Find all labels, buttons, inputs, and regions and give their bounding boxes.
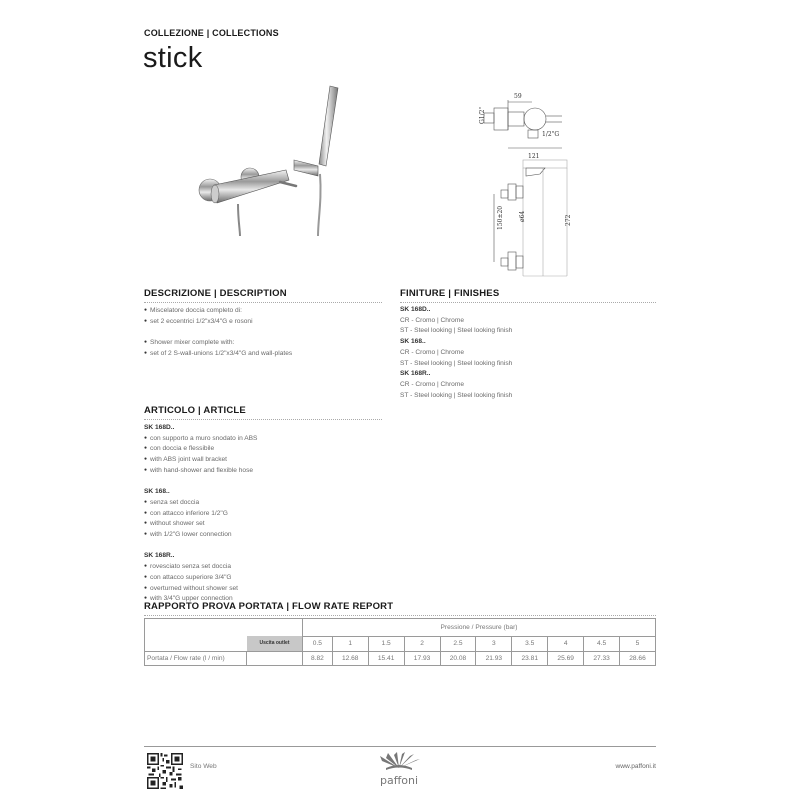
article-item: ● with ABS joint wall bracket (144, 455, 257, 466)
finish-option: CR - Cromo | Chrome (400, 348, 464, 356)
pressure-value: 4 (548, 636, 584, 651)
product-title: stick (143, 42, 203, 74)
pressure-value: 0.5 (303, 636, 333, 651)
svg-text:1/2"G: 1/2"G (542, 131, 560, 138)
pressure-header: Pressione / Pressure (bar) (303, 619, 656, 637)
flow-value: 23.81 (512, 652, 548, 666)
article-item: ● senza set doccia (144, 498, 257, 509)
article-code: SK 168.. (144, 488, 170, 496)
technical-drawing (470, 80, 600, 290)
article-heading: ARTICOLO | ARTICLE (144, 405, 382, 420)
website-label: Sito Web (190, 763, 217, 770)
article-code: SK 168D.. (144, 424, 175, 431)
description-item: ● set 2 eccentrici 1/2"x3/4"G e rosoni (144, 317, 292, 328)
article-item: ● rovesciato senza set doccia (144, 562, 257, 573)
finish-option: CR - Cromo | Chrome (400, 380, 464, 388)
svg-text:paffoni: paffoni (379, 774, 419, 787)
flow-value: 25.69 (548, 652, 584, 666)
article-item: ● with 1/2"G lower connection (144, 530, 257, 541)
svg-text:ø64: ø64 (519, 210, 526, 222)
finish-code: SK 168.. (400, 338, 426, 346)
qr-code-icon[interactable] (147, 753, 183, 789)
flow-value: 8.82 (303, 652, 333, 666)
article-item: ● without shower set (144, 519, 257, 530)
flow-value: 20.08 (440, 652, 476, 666)
article-code: SK 168R.. (144, 552, 175, 560)
article-item: ● with 3/4"G upper connection (144, 594, 257, 605)
pressure-value: 1.5 (368, 636, 404, 651)
table-corner (145, 619, 303, 652)
flow-row-label: Portata / Flow rate (l / min) (145, 652, 247, 666)
flow-outlet-cell (247, 652, 303, 666)
svg-text:272: 272 (565, 214, 572, 226)
description-item: ● Miscelatore doccia completo di: (144, 306, 292, 317)
footer-divider (144, 746, 656, 747)
pressure-value: 2 (404, 636, 440, 651)
description-list (144, 306, 292, 360)
description-heading: DESCRIZIONE | DESCRIPTION (144, 288, 382, 303)
svg-text:121: 121 (528, 153, 540, 160)
finishes-list (400, 305, 512, 401)
outlet-label: Uscita outlet (247, 636, 302, 651)
description-item: ● Shower mixer complete with: (144, 338, 292, 349)
finish-option: CR - Cromo | Chrome (400, 316, 464, 324)
pressure-value: 2.5 (440, 636, 476, 651)
paffoni-logo-icon (372, 752, 426, 788)
pressure-value: 4.5 (584, 636, 620, 651)
product-photo (190, 70, 370, 250)
flow-value: 12.68 (332, 652, 368, 666)
finish-option: ST - Steel looking | Steel looking finish (400, 391, 513, 399)
flow-value: 28.66 (620, 652, 656, 666)
flow-value: 21.93 (476, 652, 512, 666)
flow-rate-table (144, 618, 656, 666)
finish-code: SK 168D.. (400, 306, 431, 313)
flow-report-heading: RAPPORTO PROVA PORTATA | FLOW RATE REPORT (144, 601, 656, 616)
article-item: ● overturned without shower set (144, 584, 257, 595)
svg-text:150±20: 150±20 (497, 205, 504, 230)
website-link[interactable]: www.paffoni.it (615, 763, 656, 770)
article-item: ● con attacco inferiore 1/2"G (144, 509, 257, 520)
finishes-heading: FINITURE | FINISHES (400, 288, 656, 303)
flow-value: 15.41 (368, 652, 404, 666)
finish-option: ST - Steel looking | Steel looking finish (400, 359, 513, 367)
flow-value: 27.33 (584, 652, 620, 666)
description-item: ● set of 2 S-wall-unions 1/2"x3/4"G and wall-plates (144, 349, 292, 360)
pressure-value: 3 (476, 636, 512, 651)
pressure-value: 5 (620, 636, 656, 651)
finish-option: ST - Steel looking | Steel looking finish (400, 327, 513, 335)
finish-code: SK 168R.. (400, 370, 431, 378)
dim-59: 59 (514, 93, 522, 100)
article-item: ● con attacco superiore 3/4"G (144, 573, 257, 584)
svg-text:G1/2": G1/2" (479, 106, 486, 124)
collection-label: COLLEZIONE | COLLECTIONS (144, 28, 279, 38)
article-list (144, 423, 257, 605)
article-item: ● con supporto a muro snodato in ABS (144, 434, 257, 445)
article-item: ● con doccia e flessibile (144, 444, 257, 455)
article-item: ● with hand-shower and flexible hose (144, 466, 257, 477)
pressure-value: 3.5 (512, 636, 548, 651)
pressure-value: 1 (332, 636, 368, 651)
flow-value: 17.93 (404, 652, 440, 666)
